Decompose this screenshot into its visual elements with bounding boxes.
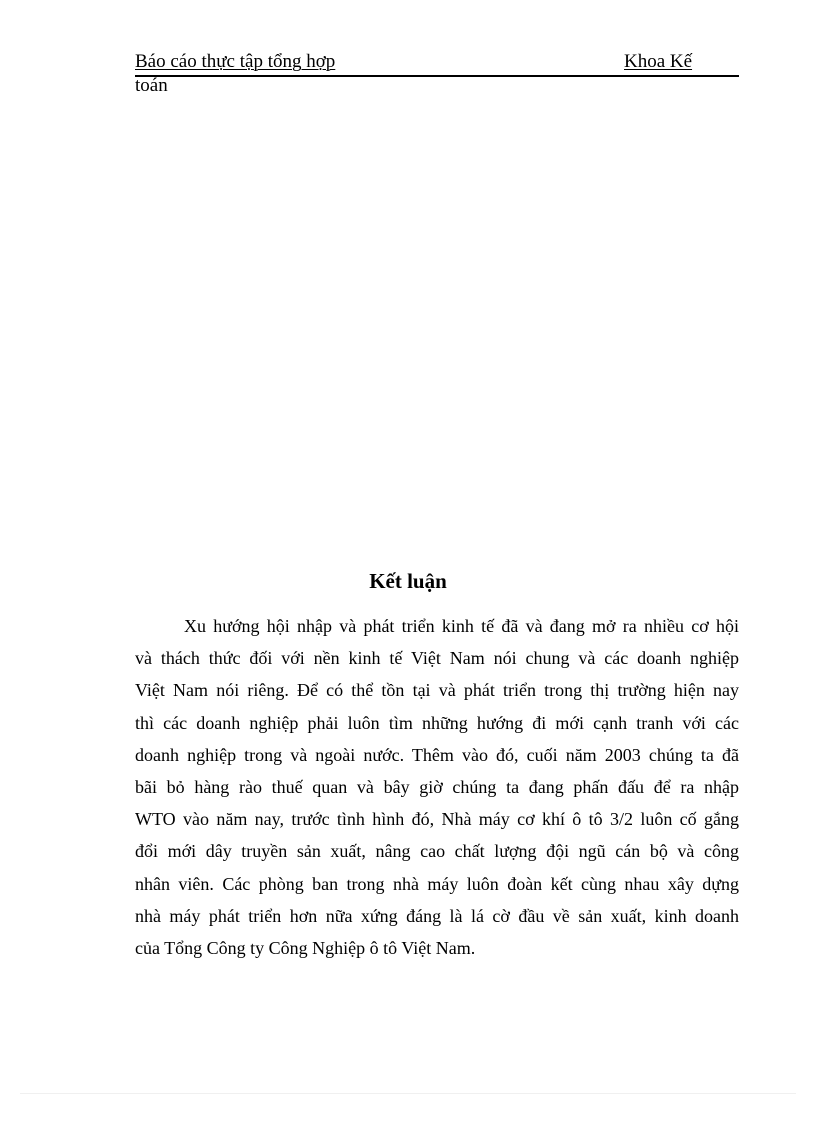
paragraph-line: đổi mới dây truyền sản xuất, nâng cao chất lượng đội ngũ cán bộ và công bbox=[135, 841, 739, 862]
paragraph-line: WTO vào năm nay, trước tình hình đó, Nhà máy cơ khí ô tô 3/2 luôn cố gắng bbox=[135, 809, 739, 830]
conclusion-paragraph bbox=[135, 610, 739, 964]
paragraph-line: nhà máy phát triển hơn nữa xứng đáng là lá cờ đầu về sản xuất, kinh doanh bbox=[135, 905, 739, 926]
paragraph-line: nhân viên. Các phòng ban trong nhà máy luôn đoàn kết cùng nhau xây dựng bbox=[135, 873, 739, 894]
paragraph-line: Việt Nam nói riêng. Để có thể tồn tại và phát triển trong thị trường hiện nay bbox=[135, 680, 739, 701]
paragraph-line: bãi bỏ hàng rào thuế quan và bây giờ chúng ta đang phấn đấu để ra nhập bbox=[135, 776, 739, 797]
header-report-title: Báo cáo thực tập tổng hợp bbox=[135, 51, 336, 72]
paragraph-line: doanh nghiệp trong và ngoài nước. Thêm vào đó, cuối năm 2003 chúng ta đã bbox=[135, 744, 739, 765]
paragraph-line: của Tổng Công ty Công Nghiệp ô tô Việt Nam. bbox=[135, 937, 476, 958]
page-header bbox=[135, 50, 739, 77]
paragraph-line: thì các doanh nghiệp phải luôn tìm những hướng đi mới cạnh tranh với các bbox=[135, 712, 739, 733]
page-bottom-divider bbox=[20, 1093, 796, 1094]
paragraph-line: Xu hướng hội nhập và phát triển kinh tế đã và đang mở ra nhiều cơ hội bbox=[184, 616, 739, 636]
header-faculty-continuation: toán bbox=[135, 75, 168, 96]
paragraph-line: và thách thức đối với nền kinh tế Việt Nam nói chung và các doanh nghiệp bbox=[135, 648, 739, 669]
section-title: Kết luận bbox=[369, 569, 447, 593]
header-faculty: Khoa Kế bbox=[624, 51, 693, 72]
